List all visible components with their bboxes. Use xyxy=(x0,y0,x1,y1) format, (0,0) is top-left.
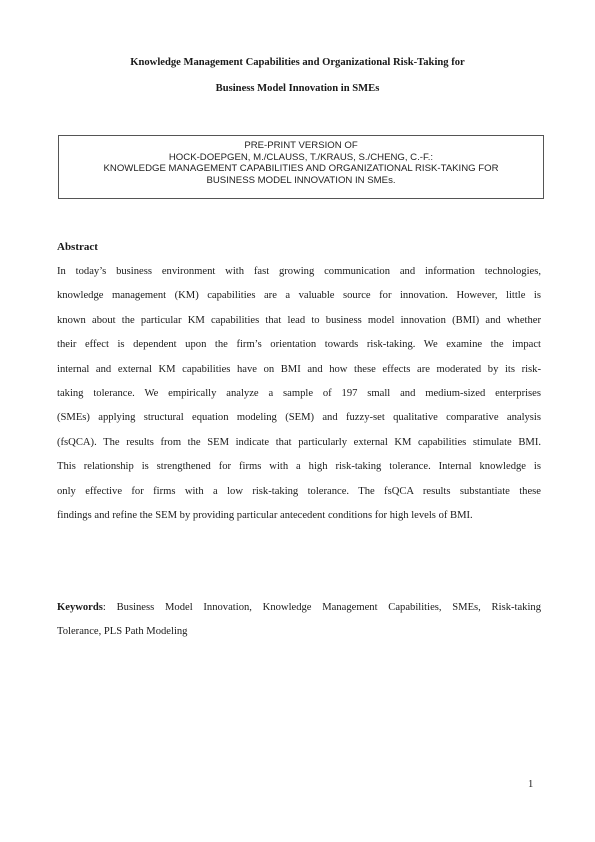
abstract-heading: Abstract xyxy=(57,241,98,253)
abstract-line: their effect is dependent upon the firm’s orientation towards risk-taking. We examine the impact xyxy=(57,339,541,351)
keywords-section xyxy=(57,596,541,645)
preprint-line: PRE-PRINT VERSION OF xyxy=(244,140,358,151)
abstract-line: known about the particular KM capabilities that lead to business model innovation (BMI) and whether xyxy=(57,314,541,326)
abstract-line: internal and external KM capabilities have on BMI and how these effects are moderated by its risk- xyxy=(57,363,541,375)
abstract-line: In today’s business environment with fast growing communication and information technologies, xyxy=(57,266,541,277)
keywords-label: Keywords xyxy=(57,602,103,613)
preprint-line: KNOWLEDGE MANAGEMENT CAPABILITIES AND ORGANIZATIONAL RISK-TAKING FOR xyxy=(103,163,499,175)
abstract-line: findings and refine the SEM by providing particular antecedent conditions for high levels of BMI. xyxy=(57,509,473,521)
page-number: 1 xyxy=(528,779,534,790)
abstract-line: taking tolerance. We empirically analyze a sample of 197 small and medium-sized enterprises xyxy=(57,387,541,399)
abstract-line: (fsQCA). The results from the SEM indicate that particularly external KM capabilities stimulate BMI. xyxy=(57,436,541,448)
preprint-line: HOCK-DOEPGEN, M./CLAUSS, T./KRAUS, S./CHENG, C.-F.: xyxy=(168,151,434,163)
preprint-line: BUSINESS MODEL INNOVATION IN SMEs. xyxy=(206,174,396,186)
preprint-notice-box xyxy=(58,135,544,199)
title-line-1: Knowledge Management Capabilities and Organizational Risk-Taking for xyxy=(130,57,465,68)
keywords-text: : Business Model Innovation, Knowledge Management Capabilities, SMEs, Risk-taking xyxy=(102,602,541,613)
keywords-line-2: Tolerance, PLS Path Modeling xyxy=(57,626,188,638)
keywords-line-1 xyxy=(57,596,541,620)
title-line-2: Business Model Innovation in SMEs xyxy=(215,83,380,94)
abstract-line: only effective for firms with a low risk-taking tolerance. The fsQCA results substantiate these xyxy=(57,485,541,497)
abstract-line: This relationship is strengthened for firms with a high risk-taking tolerance. Internal knowledge is xyxy=(57,461,541,473)
abstract-line: (SMEs) applying structural equation modeling (SEM) and fuzzy-set qualitative comparative analysis xyxy=(57,412,541,424)
abstract-body xyxy=(57,260,541,528)
abstract-line: knowledge management (KM) capabilities are a valuable source for innovation. However, little is xyxy=(57,290,541,302)
